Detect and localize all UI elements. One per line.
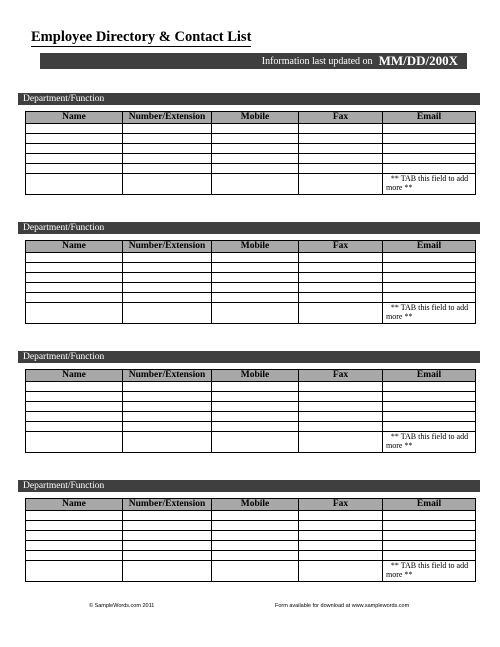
footer-copyright: © SampleWords.com 2011 [89,603,155,609]
email-cell-tab-note[interactable] [383,561,476,582]
name-cell[interactable] [26,144,123,154]
number-extension-cell[interactable] [123,273,212,283]
mobile-cell[interactable] [212,531,299,541]
email-cell[interactable] [383,293,476,303]
email-cell[interactable] [383,412,476,422]
table-row [26,392,476,402]
mobile-cell[interactable] [212,253,299,263]
email-cell[interactable] [383,531,476,541]
name-cell[interactable] [26,422,123,432]
name-cell[interactable] [26,273,123,283]
column-header-fax: Fax [299,370,383,382]
department-function-header: Department/Function [18,480,480,492]
email-cell[interactable] [383,283,476,293]
tab-note-line-1: ** TAB this field to add [390,303,469,312]
fax-cell[interactable] [299,561,383,582]
name-cell[interactable] [26,412,123,422]
fax-cell[interactable] [299,432,383,453]
name-cell[interactable] [26,521,123,531]
email-cell[interactable] [383,521,476,531]
email-cell-tab-note[interactable] [383,174,476,195]
name-cell[interactable] [26,124,123,134]
mobile-cell[interactable] [212,551,299,561]
number-extension-cell[interactable] [123,402,212,412]
email-cell[interactable] [383,164,476,174]
number-extension-cell[interactable] [123,531,212,541]
mobile-cell[interactable] [212,392,299,402]
fax-cell[interactable] [299,144,383,154]
number-extension-cell[interactable] [123,124,212,134]
number-extension-cell[interactable] [123,561,212,582]
fax-cell[interactable] [299,273,383,283]
fax-cell[interactable] [299,392,383,402]
department-section-1 [18,93,480,195]
table-header-row [26,499,476,511]
email-cell[interactable] [383,541,476,551]
column-header-name: Name [26,370,123,382]
name-cell[interactable] [26,303,123,324]
tab-note-line-2: more ** [386,441,413,450]
mobile-cell[interactable] [212,422,299,432]
number-extension-cell[interactable] [123,283,212,293]
number-extension-cell[interactable] [123,521,212,531]
email-cell[interactable] [383,402,476,412]
last-updated-date[interactable]: MM/DD/200X [378,53,458,68]
mobile-cell[interactable] [212,521,299,531]
table-header-row [26,241,476,253]
table-row [26,124,476,134]
fax-cell[interactable] [299,551,383,561]
column-header-mobile: Mobile [212,241,299,253]
department-section-2 [18,222,480,324]
table-row [26,551,476,561]
column-header-fax: Fax [299,241,383,253]
mobile-cell[interactable] [212,283,299,293]
fax-cell[interactable] [299,402,383,412]
name-cell[interactable] [26,174,123,195]
table-row [26,412,476,422]
email-cell[interactable] [383,144,476,154]
fax-cell[interactable] [299,531,383,541]
column-header-email: Email [383,241,476,253]
table-header-row [26,370,476,382]
column-header-fax: Fax [299,112,383,124]
table-row [26,263,476,273]
number-extension-cell[interactable] [123,144,212,154]
name-cell[interactable] [26,392,123,402]
table-row [26,253,476,263]
department-function-header: Department/Function [18,351,480,363]
table-row [26,432,476,453]
tab-note-line-1: ** TAB this field to add [390,174,469,183]
table-row [26,521,476,531]
email-cell[interactable] [383,392,476,402]
mobile-cell[interactable] [212,402,299,412]
number-extension-cell[interactable] [123,432,212,453]
number-extension-cell[interactable] [123,154,212,164]
fax-cell[interactable] [299,253,383,263]
table-row [26,382,476,392]
email-cell[interactable] [383,382,476,392]
table-row [26,154,476,164]
footer-download-note: Form available for download at www.samplewords.com [275,603,410,609]
email-cell-tab-note[interactable] [383,432,476,453]
email-cell[interactable] [383,422,476,432]
table-row [26,164,476,174]
number-extension-cell[interactable] [123,511,212,521]
fax-cell[interactable] [299,412,383,422]
last-updated-bar [40,53,467,69]
number-extension-cell[interactable] [123,253,212,263]
mobile-cell[interactable] [212,382,299,392]
name-cell[interactable] [26,283,123,293]
name-cell[interactable] [26,402,123,412]
number-extension-cell[interactable] [123,293,212,303]
table-row [26,174,476,195]
mobile-cell[interactable] [212,144,299,154]
column-header-name: Name [26,241,123,253]
column-header-mobile: Mobile [212,112,299,124]
number-extension-cell[interactable] [123,551,212,561]
fax-cell[interactable] [299,293,383,303]
number-extension-cell[interactable] [123,422,212,432]
number-extension-cell[interactable] [123,412,212,422]
name-cell[interactable] [26,154,123,164]
column-header-number-extension: Number/Extension [123,112,212,124]
name-cell[interactable] [26,551,123,561]
table-row [26,541,476,551]
mobile-cell[interactable] [212,124,299,134]
name-cell[interactable] [26,263,123,273]
column-header-email: Email [383,499,476,511]
contact-table [25,498,476,582]
name-cell[interactable] [26,293,123,303]
column-header-mobile: Mobile [212,499,299,511]
department-function-header: Department/Function [18,93,480,105]
number-extension-cell[interactable] [123,392,212,402]
fax-cell[interactable] [299,174,383,195]
table-row [26,144,476,154]
table-header-row [26,112,476,124]
table-row [26,293,476,303]
email-cell[interactable] [383,273,476,283]
mobile-cell[interactable] [212,511,299,521]
column-header-mobile: Mobile [212,370,299,382]
column-header-number-extension: Number/Extension [123,370,212,382]
name-cell[interactable] [26,382,123,392]
mobile-cell[interactable] [212,154,299,164]
name-cell[interactable] [26,432,123,453]
name-cell[interactable] [26,561,123,582]
table-row [26,402,476,412]
fax-cell[interactable] [299,541,383,551]
column-header-number-extension: Number/Extension [123,499,212,511]
document-title: Employee Directory & Contact List [31,29,252,45]
fax-cell[interactable] [299,124,383,134]
number-extension-cell[interactable] [123,174,212,195]
column-header-name: Name [26,499,123,511]
fax-cell[interactable] [299,164,383,174]
fax-cell[interactable] [299,382,383,392]
tab-note-line-1: ** TAB this field to add [390,561,469,570]
email-cell[interactable] [383,124,476,134]
fax-cell[interactable] [299,263,383,273]
table-row [26,561,476,582]
table-row [26,531,476,541]
fax-cell[interactable] [299,154,383,164]
tab-note-line-2: more ** [386,183,413,192]
column-header-name: Name [26,112,123,124]
tab-note-line-2: more ** [386,312,413,321]
number-extension-cell[interactable] [123,303,212,324]
contact-table [25,111,476,195]
table-row [26,303,476,324]
name-cell[interactable] [26,531,123,541]
tab-note-line-2: more ** [386,570,413,579]
fax-cell[interactable] [299,511,383,521]
email-cell[interactable] [383,154,476,164]
name-cell[interactable] [26,253,123,263]
department-section-4 [18,480,480,582]
mobile-cell[interactable] [212,134,299,144]
mobile-cell[interactable] [212,561,299,582]
name-cell[interactable] [26,164,123,174]
column-header-email: Email [383,112,476,124]
email-cell[interactable] [383,134,476,144]
name-cell[interactable] [26,511,123,521]
number-extension-cell[interactable] [123,263,212,273]
email-cell[interactable] [383,263,476,273]
contact-table [25,369,476,453]
department-function-header: Department/Function [18,222,480,234]
mobile-cell[interactable] [212,541,299,551]
table-row [26,273,476,283]
column-header-fax: Fax [299,499,383,511]
last-updated-label: Information last updated on [261,55,373,67]
mobile-cell[interactable] [212,263,299,273]
mobile-cell[interactable] [212,164,299,174]
email-cell[interactable] [383,253,476,263]
name-cell[interactable] [26,541,123,551]
name-cell[interactable] [26,134,123,144]
email-cell[interactable] [383,511,476,521]
table-row [26,511,476,521]
column-header-number-extension: Number/Extension [123,241,212,253]
column-header-email: Email [383,370,476,382]
mobile-cell[interactable] [212,303,299,324]
number-extension-cell[interactable] [123,164,212,174]
fax-cell[interactable] [299,422,383,432]
mobile-cell[interactable] [212,273,299,283]
number-extension-cell[interactable] [123,382,212,392]
mobile-cell[interactable] [212,293,299,303]
fax-cell[interactable] [299,303,383,324]
fax-cell[interactable] [299,134,383,144]
department-section-3 [18,351,480,453]
mobile-cell[interactable] [212,174,299,195]
mobile-cell[interactable] [212,432,299,453]
contact-table [25,240,476,324]
email-cell[interactable] [383,551,476,561]
email-cell-tab-note[interactable] [383,303,476,324]
table-row [26,422,476,432]
table-row [26,134,476,144]
table-row [26,283,476,293]
tab-note-line-1: ** TAB this field to add [390,432,469,441]
number-extension-cell[interactable] [123,134,212,144]
number-extension-cell[interactable] [123,541,212,551]
mobile-cell[interactable] [212,412,299,422]
fax-cell[interactable] [299,283,383,293]
fax-cell[interactable] [299,521,383,531]
